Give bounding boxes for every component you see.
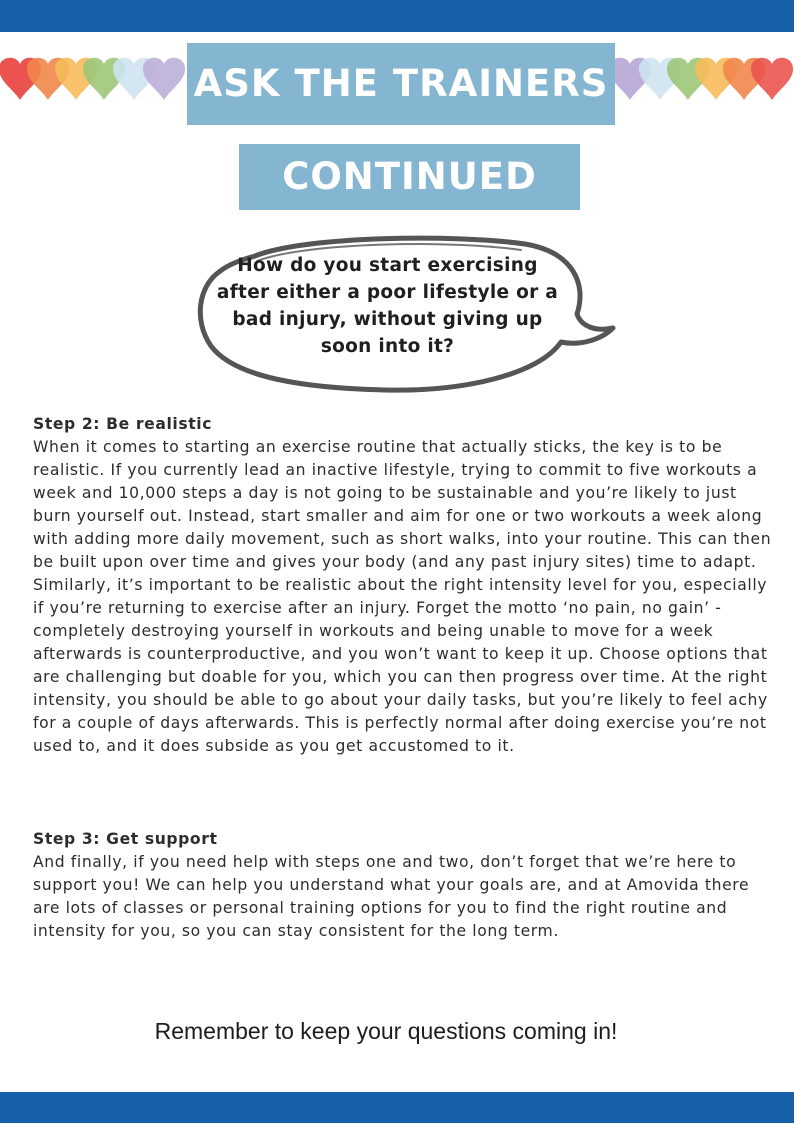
section-step-2: [33, 413, 773, 758]
rainbow-hearts-icon: [608, 52, 794, 108]
page-title: ASK THE TRAINERS: [187, 43, 615, 125]
rainbow-hearts-icon: [0, 52, 190, 108]
page-subtitle: CONTINUED: [239, 144, 580, 210]
section-heading: Step 3: Get support: [33, 830, 218, 848]
section-body: When it comes to starting an exercise routine that actually sticks, the key is to be realistic. If you currently lead an inactive lifestyle, trying to commit to five workouts a week and 10,000 steps a day is not going to be sustainable and you’re likely to just burn yourself out. Instead, start smaller and aim for one or two workouts a week along with adding more daily movement, such as short walks, into your routine. This can then be built upon over time and gives your body (and any past injury sites) time to adapt. Similarly, it’s important to be realistic about the right intensity level for you, especially if you’re returning to exercise after an injury. Forget the motto ‘no pain, no gain’ - completely destroying yourself in workouts and being unable to move for a week afterwards is counterproductive, and you won’t want to keep it up. Choose options that are challenging but doable for you, which you can then progress over time. At the right intensity, you should be able to go about your daily tasks, but you’re likely to feel achy for a couple of days afterwards. This is perfectly normal after doing exercise you’re not used to, and it does subside as you get accustomed to it.: [33, 438, 772, 755]
question-text: How do you start exercising after either a poor lifestyle or a bad injury, without giving up soon into it?: [216, 255, 559, 357]
top-band: [0, 0, 794, 32]
section-step-3: [33, 828, 773, 943]
section-heading: Step 2: Be realistic: [33, 415, 213, 433]
section-body: And finally, if you need help with steps one and two, don’t forget that we’re here to support you! We can help you understand what your goals are, and at Amovida there are lots of classes or personal training options for you to find the right routine and intensity for you, so you can stay consistent for the long term.: [33, 853, 750, 940]
bottom-band: [0, 1092, 794, 1123]
closing-line: Remember to keep your questions coming in!: [154, 1018, 618, 1044]
